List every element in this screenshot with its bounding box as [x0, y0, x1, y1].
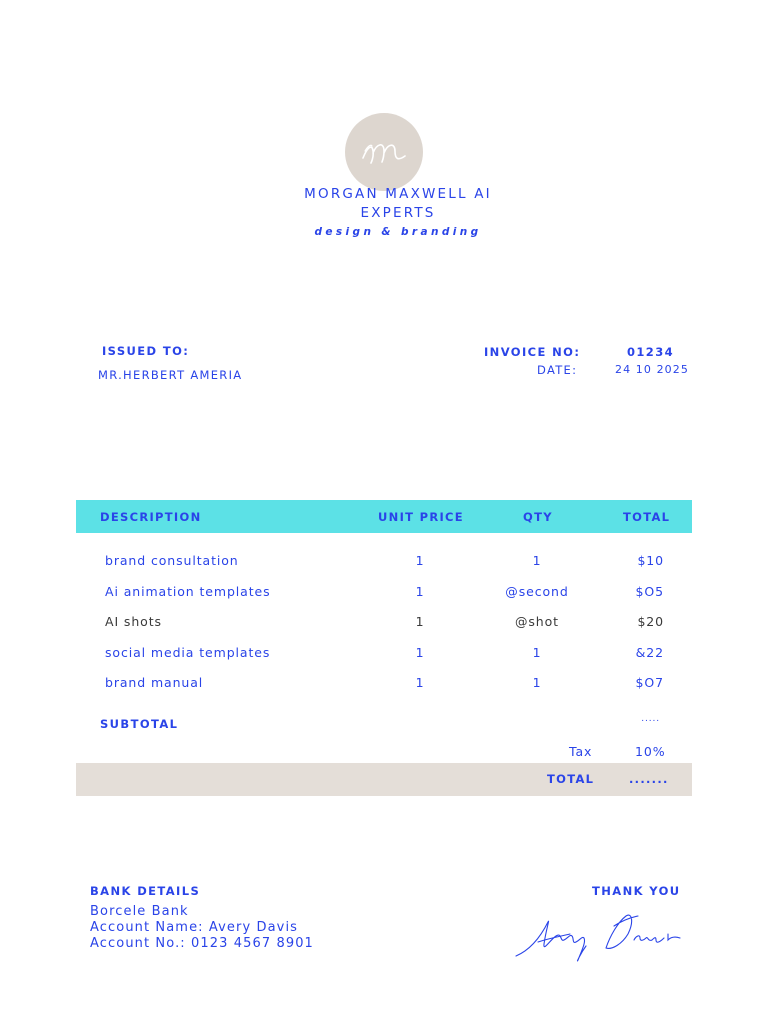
row-description: brand manual — [105, 675, 204, 690]
invoice-number-label: INVOICE NO: — [484, 345, 581, 359]
account-name: Account Name: Avery Davis — [90, 920, 299, 935]
row-total: $O5 — [635, 584, 664, 599]
total-label: TOTAL — [547, 772, 595, 786]
row-qty: 1 — [532, 675, 542, 690]
table-row — [0, 645, 768, 665]
monogram-m-icon — [345, 113, 423, 191]
row-qty: 1 — [532, 553, 542, 568]
row-total: $O7 — [635, 675, 664, 690]
tax-label: Tax — [569, 744, 593, 759]
row-description: AI shots — [105, 614, 162, 629]
table-row — [0, 553, 768, 573]
table-row — [0, 614, 768, 634]
total-bar — [76, 763, 692, 796]
company-tagline: design & branding — [314, 226, 482, 238]
signature — [510, 900, 690, 974]
row-qty: @second — [505, 584, 569, 599]
column-header-unit-price: UNIT PRICE — [378, 510, 464, 524]
client-name: MR.HERBERT AMERIA — [98, 368, 243, 382]
table-header — [76, 500, 692, 533]
subtotal-label: SUBTOTAL — [100, 717, 179, 731]
column-header-total: TOTAL — [623, 510, 671, 524]
company-logo — [345, 113, 423, 191]
issued-to-label: ISSUED TO: — [102, 344, 190, 358]
row-unit-price: 1 — [415, 584, 425, 599]
account-number: Account No.: 0123 4567 8901 — [90, 936, 314, 951]
table-row — [0, 584, 768, 604]
row-unit-price: 1 — [415, 675, 425, 690]
bank-details-title: BANK DETAILS — [90, 884, 201, 898]
row-unit-price: 1 — [415, 553, 425, 568]
invoice-date: 24 10 2025 — [615, 363, 689, 376]
subtotal-value: ..... — [641, 714, 660, 724]
row-description: social media templates — [105, 645, 271, 660]
company-name: MORGAN MAXWELL AI EXPERTS — [304, 186, 492, 221]
row-unit-price: 1 — [415, 614, 425, 629]
invoice-number: 01234 — [627, 345, 675, 359]
column-header-description: DESCRIPTION — [100, 510, 202, 524]
column-header-qty: QTY — [523, 510, 553, 524]
tax-value: 10% — [635, 744, 666, 759]
row-total: $10 — [637, 553, 664, 568]
handwritten-signature-icon — [510, 900, 690, 970]
row-description: brand consultation — [105, 553, 239, 568]
thank-you-text: THANK YOU — [592, 884, 681, 898]
row-total: &22 — [635, 645, 664, 660]
row-unit-price: 1 — [415, 645, 425, 660]
row-total: $20 — [637, 614, 664, 629]
row-qty: 1 — [532, 645, 542, 660]
row-qty: @shot — [515, 614, 559, 629]
date-label: DATE: — [537, 363, 578, 377]
bank-name: Borcele Bank — [90, 904, 189, 919]
total-value: ....... — [629, 772, 669, 786]
table-row — [0, 675, 768, 695]
row-description: Ai animation templates — [105, 584, 271, 599]
